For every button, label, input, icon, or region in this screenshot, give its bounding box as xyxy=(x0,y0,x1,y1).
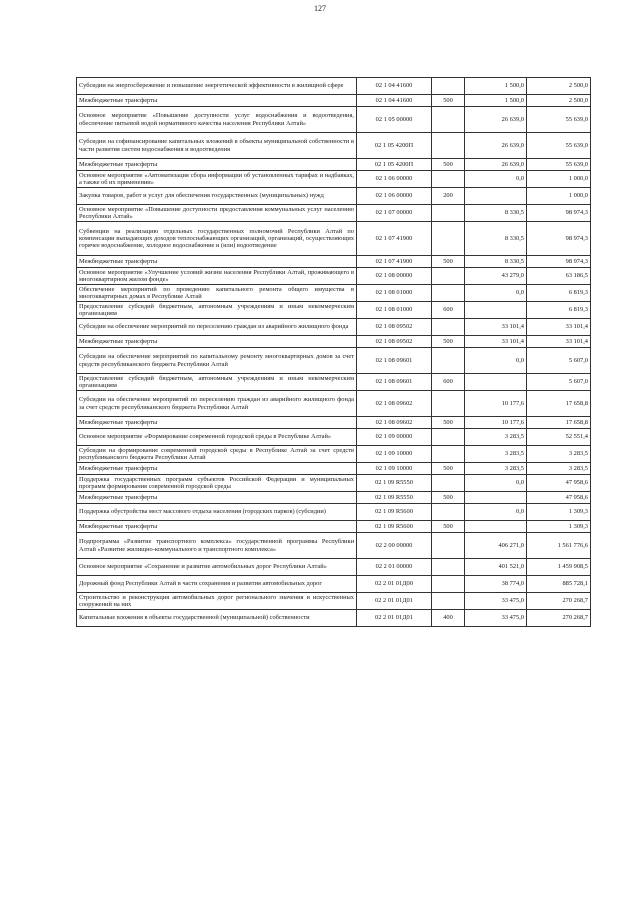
row-name: Поддержка обустройства мест массового отдыха населения (городских парков) (субсидии) xyxy=(77,504,357,521)
row-amount-1: 43 279,0 xyxy=(465,268,527,285)
row-expense-type xyxy=(432,475,465,492)
row-name: Межбюджетные трансферты xyxy=(77,463,357,475)
row-expense-type: 500 xyxy=(432,417,465,429)
row-amount-2: 270 268,7 xyxy=(527,610,591,627)
row-amount-2: 55 639,0 xyxy=(527,133,591,159)
table-row xyxy=(77,417,591,429)
row-amount-2: 5 607,0 xyxy=(527,374,591,391)
row-amount-1: 33 475,0 xyxy=(465,593,527,610)
row-expense-type xyxy=(432,205,465,222)
row-expense-type: 500 xyxy=(432,521,465,533)
table-row xyxy=(77,205,591,222)
row-name: Межбюджетные трансферты xyxy=(77,95,357,107)
row-name: Межбюджетные трансферты xyxy=(77,256,357,268)
table-row xyxy=(77,95,591,107)
row-amount-1: 0,0 xyxy=(465,171,527,188)
row-amount-1: 33 101,4 xyxy=(465,336,527,348)
row-amount-1 xyxy=(465,374,527,391)
row-amount-2: 6 819,3 xyxy=(527,285,591,302)
row-amount-1: 3 283,5 xyxy=(465,429,527,446)
row-code: 02 1 04 41600 xyxy=(357,78,432,95)
row-name: Основное мероприятие «Автоматизация сбора информации об установленных тарифах и надбавках, а также об их применении» xyxy=(77,171,357,188)
row-expense-type xyxy=(432,107,465,133)
table-row xyxy=(77,475,591,492)
row-name: Межбюджетные трансферты xyxy=(77,159,357,171)
row-amount-1 xyxy=(465,492,527,504)
row-expense-type xyxy=(432,171,465,188)
row-name: Предоставление субсидий бюджетным, автономным учреждениям и иным некоммерческим организациям xyxy=(77,374,357,391)
table-row xyxy=(77,593,591,610)
row-amount-1: 10 177,6 xyxy=(465,417,527,429)
table-row xyxy=(77,171,591,188)
row-amount-1 xyxy=(465,302,527,319)
row-code: 02 2 01 01Д00 xyxy=(357,576,432,593)
row-name: Капитальные вложения в объекты государственной (муниципальной) собственности xyxy=(77,610,357,627)
table-row xyxy=(77,268,591,285)
row-name: Межбюджетные трансферты xyxy=(77,492,357,504)
row-code: 02 1 05 4200П xyxy=(357,159,432,171)
row-name: Основное мероприятие «Улучшение условий жизни населения Республики Алтай, проживающего в многоквартирном жилом фонде» xyxy=(77,268,357,285)
table-row xyxy=(77,188,591,205)
row-amount-2: 98 974,3 xyxy=(527,256,591,268)
row-amount-2: 52 551,4 xyxy=(527,429,591,446)
row-code: 02 1 05 4200П xyxy=(357,133,432,159)
row-expense-type xyxy=(432,285,465,302)
row-code: 02 1 08 09602 xyxy=(357,417,432,429)
row-expense-type xyxy=(432,559,465,576)
row-amount-1: 33 101,4 xyxy=(465,319,527,336)
table-row xyxy=(77,107,591,133)
table-row xyxy=(77,429,591,446)
row-amount-1: 26 639,0 xyxy=(465,133,527,159)
row-name: Подпрограмма «Развитие транспортного комплекса» государственной программы Республики Алтай «Развитие жилищно-коммунального и транспортного комплекса» xyxy=(77,533,357,559)
row-expense-type: 500 xyxy=(432,95,465,107)
row-amount-2: 17 658,8 xyxy=(527,417,591,429)
row-amount-1 xyxy=(465,188,527,205)
row-amount-1: 1 500,0 xyxy=(465,95,527,107)
table-row xyxy=(77,559,591,576)
row-code: 02 1 06 00000 xyxy=(357,171,432,188)
table-row xyxy=(77,222,591,256)
row-code: 02 2 01 00000 xyxy=(357,559,432,576)
table-row xyxy=(77,285,591,302)
row-code: 02 1 07 41900 xyxy=(357,256,432,268)
row-amount-2: 3 283,5 xyxy=(527,446,591,463)
row-amount-2: 33 101,4 xyxy=(527,319,591,336)
table-row xyxy=(77,302,591,319)
row-code: 02 1 08 01000 xyxy=(357,302,432,319)
row-amount-2: 1 000,0 xyxy=(527,188,591,205)
row-name: Субсидии на софинансирование капитальных вложений в объекты муниципальной собственности в части развития систем водоснабжения и водоотведения xyxy=(77,133,357,159)
row-expense-type: 500 xyxy=(432,492,465,504)
row-name: Предоставление субсидий бюджетным, автономным учреждениям и иным некоммерческим организациям xyxy=(77,302,357,319)
row-name: Субсидии на обеспечение мероприятий по переселению граждан из аварийного жилищного фонда за счет средств республиканского бюджета Республики Алтай xyxy=(77,391,357,417)
row-amount-1: 38 774,0 xyxy=(465,576,527,593)
row-expense-type xyxy=(432,222,465,256)
row-expense-type xyxy=(432,268,465,285)
table-row xyxy=(77,78,591,95)
table-row xyxy=(77,374,591,391)
row-name: Основное мероприятие «Формирование современной городской среды в Республике Алтай» xyxy=(77,429,357,446)
row-amount-1: 3 283,5 xyxy=(465,446,527,463)
row-expense-type xyxy=(432,446,465,463)
table-row xyxy=(77,610,591,627)
table-row xyxy=(77,391,591,417)
table-row xyxy=(77,319,591,336)
row-amount-2: 47 958,6 xyxy=(527,475,591,492)
row-code: 02 1 09 R5550 xyxy=(357,492,432,504)
table-row xyxy=(77,576,591,593)
row-expense-type: 600 xyxy=(432,302,465,319)
row-expense-type xyxy=(432,319,465,336)
row-amount-1: 10 177,6 xyxy=(465,391,527,417)
page-number: 127 xyxy=(314,4,326,13)
row-amount-2: 55 639,0 xyxy=(527,159,591,171)
row-expense-type: 400 xyxy=(432,610,465,627)
row-code: 02 1 07 00000 xyxy=(357,205,432,222)
row-code: 02 1 07 41900 xyxy=(357,222,432,256)
row-code: 02 1 08 09502 xyxy=(357,319,432,336)
row-code: 02 1 08 09602 xyxy=(357,391,432,417)
table-row xyxy=(77,463,591,475)
row-amount-2: 2 500,0 xyxy=(527,78,591,95)
row-amount-1: 0,0 xyxy=(465,348,527,374)
row-code: 02 1 09 R5600 xyxy=(357,504,432,521)
row-code: 02 1 04 41600 xyxy=(357,95,432,107)
row-amount-1 xyxy=(465,521,527,533)
table-row xyxy=(77,504,591,521)
row-amount-2: 1 309,3 xyxy=(527,504,591,521)
row-name: Субсидии на обеспечение мероприятий по капитальному ремонту многоквартирных домов за счет средств республиканского бюджета Республики Алтай xyxy=(77,348,357,374)
row-amount-2: 33 101,4 xyxy=(527,336,591,348)
row-expense-type: 500 xyxy=(432,256,465,268)
row-amount-1: 401 521,0 xyxy=(465,559,527,576)
row-amount-1: 8 330,5 xyxy=(465,205,527,222)
row-expense-type xyxy=(432,504,465,521)
row-name: Межбюджетные трансферты xyxy=(77,336,357,348)
row-code: 02 1 09 00000 xyxy=(357,429,432,446)
row-amount-2: 270 268,7 xyxy=(527,593,591,610)
row-name: Субсидии на энергосбережение и повышение энергетической эффективности в жилищной сфере xyxy=(77,78,357,95)
row-name: Основное мероприятие «Повышение доступности услуг водоснабжения и водоотведения, обеспечение питьевой водой нормативного качества населения Республики Алтай» xyxy=(77,107,357,133)
row-amount-2: 1 000,0 xyxy=(527,171,591,188)
row-amount-1: 26 639,0 xyxy=(465,107,527,133)
row-code: 02 1 05 00000 xyxy=(357,107,432,133)
row-expense-type xyxy=(432,133,465,159)
row-expense-type xyxy=(432,429,465,446)
row-amount-1: 3 283,5 xyxy=(465,463,527,475)
table-row xyxy=(77,492,591,504)
table-row xyxy=(77,133,591,159)
table-row xyxy=(77,446,591,463)
row-expense-type xyxy=(432,348,465,374)
row-name: Субвенции на реализацию отдельных государственных полномочий Республики Алтай по компенсации выпадающих доходов теплоснабжающих организаций, организаций, осуществляющих горячее водоснабжение, холодное водоснабжение и (или) водоотведение xyxy=(77,222,357,256)
row-expense-type: 500 xyxy=(432,159,465,171)
table-row xyxy=(77,521,591,533)
row-expense-type xyxy=(432,391,465,417)
row-name: Закупка товаров, работ и услуг для обеспечения государственных (муниципальных) нужд xyxy=(77,188,357,205)
row-amount-2: 55 639,0 xyxy=(527,107,591,133)
row-amount-1: 406 271,0 xyxy=(465,533,527,559)
row-code: 02 2 01 01Д01 xyxy=(357,593,432,610)
row-code: 02 1 09 R5550 xyxy=(357,475,432,492)
row-expense-type: 600 xyxy=(432,374,465,391)
row-amount-1: 26 639,0 xyxy=(465,159,527,171)
row-name: Поддержка государственных программ субъектов Российской Федерации и муниципальных программ формирования современной городской среды xyxy=(77,475,357,492)
table-row xyxy=(77,336,591,348)
row-amount-2: 885 728,1 xyxy=(527,576,591,593)
row-name: Субсидии на формирование современной городской среды в Республике Алтай за счет средств республиканского бюджета Республики Алтай xyxy=(77,446,357,463)
row-amount-2: 98 974,3 xyxy=(527,205,591,222)
row-amount-1: 0,0 xyxy=(465,475,527,492)
row-code: 02 2 01 01Д01 xyxy=(357,610,432,627)
table-row xyxy=(77,256,591,268)
row-amount-2: 2 500,0 xyxy=(527,95,591,107)
row-amount-2: 1 561 776,6 xyxy=(527,533,591,559)
row-name: Основное мероприятие «Повышение доступности предоставления коммунальных услуг населению Республики Алтай» xyxy=(77,205,357,222)
row-code: 02 1 09 10000 xyxy=(357,446,432,463)
row-amount-1: 33 475,0 xyxy=(465,610,527,627)
row-amount-2: 17 658,8 xyxy=(527,391,591,417)
row-amount-1: 8 330,5 xyxy=(465,222,527,256)
row-expense-type xyxy=(432,78,465,95)
row-code: 02 1 08 09601 xyxy=(357,374,432,391)
row-name: Субсидии на обеспечение мероприятий по переселению граждан из аварийного жилищного фонда xyxy=(77,319,357,336)
row-name: Строительство и реконструкция автомобильных дорог регионального значения и искусственных сооружений на них xyxy=(77,593,357,610)
table-row xyxy=(77,348,591,374)
row-amount-2: 98 974,3 xyxy=(527,222,591,256)
row-amount-2: 63 186,5 xyxy=(527,268,591,285)
row-expense-type xyxy=(432,576,465,593)
row-amount-1: 1 500,0 xyxy=(465,78,527,95)
row-code: 02 1 09 10000 xyxy=(357,463,432,475)
row-code: 02 2 00 00000 xyxy=(357,533,432,559)
row-amount-2: 3 283,5 xyxy=(527,463,591,475)
table-row xyxy=(77,533,591,559)
row-code: 02 1 08 09601 xyxy=(357,348,432,374)
row-amount-1: 0,0 xyxy=(465,504,527,521)
row-expense-type xyxy=(432,533,465,559)
row-expense-type: 500 xyxy=(432,463,465,475)
row-code: 02 1 06 00000 xyxy=(357,188,432,205)
row-code: 02 1 08 09502 xyxy=(357,336,432,348)
row-amount-2: 1 459 908,5 xyxy=(527,559,591,576)
row-expense-type: 200 xyxy=(432,188,465,205)
row-name: Межбюджетные трансферты xyxy=(77,417,357,429)
row-expense-type: 500 xyxy=(432,336,465,348)
row-name: Обеспечение мероприятий по проведению капитального ремонта общего имущества в многоквартирных домах в Республике Алтай xyxy=(77,285,357,302)
row-name: Межбюджетные трансферты xyxy=(77,521,357,533)
row-expense-type xyxy=(432,593,465,610)
budget-table-body xyxy=(77,78,591,627)
row-code: 02 1 09 R5600 xyxy=(357,521,432,533)
row-amount-2: 1 309,3 xyxy=(527,521,591,533)
row-amount-2: 6 819,3 xyxy=(527,302,591,319)
table-row xyxy=(77,159,591,171)
row-name: Основное мероприятие «Сохранение и развитие автомобильных дорог Республики Алтай» xyxy=(77,559,357,576)
row-amount-2: 47 958,6 xyxy=(527,492,591,504)
row-code: 02 1 08 00000 xyxy=(357,268,432,285)
row-amount-1: 8 330,5 xyxy=(465,256,527,268)
budget-table xyxy=(76,77,591,627)
row-amount-2: 5 607,0 xyxy=(527,348,591,374)
row-amount-1: 0,0 xyxy=(465,285,527,302)
row-code: 02 1 08 01000 xyxy=(357,285,432,302)
row-name: Дорожный фонд Республики Алтай в части сохранения и развития автомобильных дорог xyxy=(77,576,357,593)
